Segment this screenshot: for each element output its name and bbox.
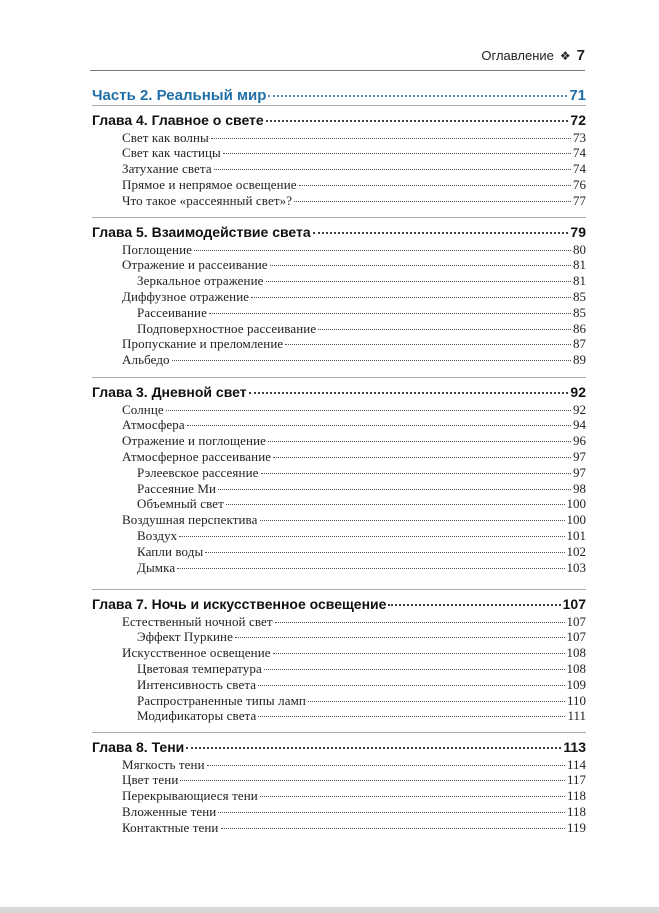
entry-page-number: 85 bbox=[573, 304, 586, 320]
entry-title: Что такое «рассеянный свет»? bbox=[122, 192, 293, 208]
chapter-divider bbox=[92, 377, 586, 378]
dot-leader bbox=[223, 142, 571, 155]
entry-title: Атмосфера bbox=[122, 417, 185, 433]
dot-leader bbox=[207, 753, 565, 766]
entry-page-number: 100 bbox=[566, 496, 586, 512]
entry-page-number: 71 bbox=[569, 86, 586, 104]
dot-leader bbox=[187, 414, 571, 427]
entry-title: Зеркальное отражение bbox=[137, 273, 264, 289]
chapter-divider bbox=[92, 105, 586, 106]
dot-leader bbox=[313, 219, 569, 234]
entry-page-number: 107 bbox=[566, 629, 586, 645]
entry-title: Свет как волны bbox=[122, 129, 209, 145]
entry-page-number: 96 bbox=[573, 433, 586, 449]
dot-leader bbox=[294, 189, 571, 202]
toc-entry[interactable] bbox=[92, 819, 586, 836]
entry-title: Пропускание и преломление bbox=[122, 336, 284, 352]
dot-leader bbox=[209, 301, 571, 314]
entry-page-number: 117 bbox=[566, 772, 586, 788]
entry-page-number: 97 bbox=[573, 449, 586, 465]
entry-title: Диффузное отражение bbox=[122, 289, 250, 305]
entry-title: Поглощение bbox=[122, 241, 193, 257]
entry-page-number: 89 bbox=[573, 352, 586, 368]
entry-page-number: 113 bbox=[563, 738, 586, 755]
entry-page-number: 72 bbox=[570, 111, 586, 128]
entry-title: Глава 5. Взаимодействие света bbox=[92, 223, 311, 240]
chapter-divider bbox=[92, 589, 586, 590]
entry-title: Цвет тени bbox=[122, 772, 179, 788]
chapter-heading[interactable] bbox=[92, 382, 586, 400]
entry-title: Глава 7. Ночь и искусственное освещение bbox=[92, 595, 387, 612]
dot-leader bbox=[218, 477, 571, 490]
entry-page-number: 81 bbox=[573, 273, 586, 289]
dot-leader bbox=[268, 81, 567, 97]
dot-leader bbox=[186, 734, 561, 749]
toc-entry[interactable] bbox=[92, 352, 586, 369]
dot-leader bbox=[218, 800, 565, 813]
entry-title: Рассеивание bbox=[137, 304, 207, 320]
entry-page-number: 108 bbox=[566, 661, 586, 677]
toc-entry[interactable] bbox=[92, 192, 586, 209]
entry-title: Дымка bbox=[137, 559, 176, 575]
entry-page-number: 118 bbox=[566, 788, 586, 804]
entry-title: Свет как частицы bbox=[122, 145, 221, 161]
entry-page-number: 114 bbox=[566, 756, 586, 772]
dot-leader bbox=[270, 254, 571, 267]
entry-title: Объемный свет bbox=[137, 496, 224, 512]
chapter-divider bbox=[92, 217, 586, 218]
dot-leader bbox=[214, 158, 571, 171]
entry-page-number: 73 bbox=[573, 129, 586, 145]
entry-page-number: 87 bbox=[573, 336, 586, 352]
dot-leader bbox=[177, 556, 564, 569]
dot-leader bbox=[194, 238, 571, 251]
entry-title: Прямое и непрямое освещение bbox=[122, 177, 297, 193]
entry-page-number: 74 bbox=[573, 161, 586, 177]
entry-title: Воздушная перспектива bbox=[122, 512, 258, 528]
dot-leader bbox=[318, 317, 571, 330]
entry-page-number: 94 bbox=[573, 417, 586, 433]
entry-title: Часть 2. Реальный мир bbox=[92, 86, 267, 104]
page-number: 7 bbox=[576, 47, 585, 64]
dot-leader bbox=[260, 509, 565, 522]
entry-page-number: 107 bbox=[562, 595, 586, 612]
dot-leader bbox=[235, 626, 565, 639]
entry-page-number: 98 bbox=[573, 480, 586, 496]
entry-title: Солнце bbox=[122, 401, 164, 417]
entry-page-number: 76 bbox=[573, 177, 586, 193]
entry-title: Мягкость тени bbox=[122, 756, 205, 772]
dot-leader bbox=[273, 445, 571, 458]
entry-page-number: 119 bbox=[566, 819, 586, 835]
entry-title: Затухание света bbox=[122, 161, 212, 177]
chapter-heading[interactable] bbox=[92, 594, 586, 612]
entry-title: Атмосферное рассеивание bbox=[122, 449, 272, 465]
dot-leader bbox=[273, 642, 565, 655]
dot-leader bbox=[211, 126, 571, 139]
toc-entry[interactable] bbox=[92, 559, 586, 576]
entry-page-number: 109 bbox=[566, 676, 586, 692]
entry-page-number: 110 bbox=[566, 692, 586, 708]
header-rule bbox=[90, 70, 585, 71]
dot-leader bbox=[172, 349, 571, 362]
chapter-heading[interactable] bbox=[92, 110, 586, 128]
entry-page-number: 86 bbox=[573, 320, 586, 336]
dot-leader bbox=[251, 285, 571, 298]
entry-page-number: 79 bbox=[570, 223, 586, 240]
chapter-divider bbox=[92, 732, 586, 733]
entry-title: Естественный ночной свет bbox=[122, 613, 273, 629]
dot-leader bbox=[166, 398, 571, 411]
dot-leader bbox=[221, 816, 565, 829]
entry-page-number: 92 bbox=[570, 383, 586, 400]
dot-leader bbox=[388, 591, 560, 606]
running-header bbox=[481, 47, 585, 64]
entry-page-number: 102 bbox=[566, 543, 586, 559]
entry-title: Интенсивность света bbox=[137, 676, 257, 692]
dot-leader bbox=[260, 785, 565, 798]
dot-leader bbox=[180, 769, 565, 782]
dot-leader bbox=[299, 173, 571, 186]
part-heading[interactable] bbox=[92, 84, 586, 104]
entry-title: Искусственное освещение bbox=[122, 645, 271, 661]
dot-leader bbox=[266, 270, 571, 283]
entry-title: Рассеяние Ми bbox=[137, 480, 217, 496]
entry-title: Цветовая температура bbox=[137, 661, 262, 677]
dot-leader bbox=[268, 430, 571, 443]
dot-leader bbox=[275, 610, 565, 623]
entry-page-number: 81 bbox=[573, 257, 586, 273]
entry-title: Рэлеевское рассеяние bbox=[137, 464, 259, 480]
entry-title: Вложенные тени bbox=[122, 804, 217, 820]
ornament-icon: ❖ bbox=[559, 48, 571, 63]
entry-page-number: 92 bbox=[573, 401, 586, 417]
entry-page-number: 74 bbox=[573, 145, 586, 161]
entry-page-number: 111 bbox=[567, 708, 586, 724]
chapter-heading[interactable] bbox=[92, 222, 586, 240]
entry-title: Глава 4. Главное о свете bbox=[92, 111, 264, 128]
section-title: Оглавление bbox=[481, 48, 554, 63]
dot-leader bbox=[264, 657, 565, 670]
dot-leader bbox=[258, 705, 565, 718]
dot-leader bbox=[179, 524, 564, 537]
entry-page-number: 77 bbox=[573, 192, 586, 208]
entry-page-number: 80 bbox=[573, 241, 586, 257]
entry-title: Эффект Пуркине bbox=[137, 629, 233, 645]
entry-page-number: 108 bbox=[566, 645, 586, 661]
entry-title: Отражение и рассеивание bbox=[122, 257, 268, 273]
dot-leader bbox=[266, 107, 569, 122]
entry-title: Отражение и поглощение bbox=[122, 433, 267, 449]
entry-title: Подповерхностное рассеивание bbox=[137, 320, 317, 336]
entry-page-number: 101 bbox=[566, 528, 586, 544]
entry-title: Альбедо bbox=[122, 352, 170, 368]
toc-entry[interactable] bbox=[92, 708, 586, 725]
entry-title: Перекрывающиеся тени bbox=[122, 788, 258, 804]
dot-leader bbox=[285, 333, 571, 346]
entry-title: Распространенные типы ламп bbox=[137, 692, 306, 708]
dot-leader bbox=[258, 673, 564, 686]
entry-title: Контактные тени bbox=[122, 819, 219, 835]
entry-page-number: 103 bbox=[566, 559, 586, 575]
dot-leader bbox=[249, 379, 569, 394]
dot-leader bbox=[226, 493, 565, 506]
dot-leader bbox=[308, 689, 565, 702]
dot-leader bbox=[205, 540, 564, 553]
bottom-edge bbox=[0, 907, 659, 913]
entry-title: Глава 8. Тени bbox=[92, 738, 185, 755]
entry-page-number: 97 bbox=[573, 464, 586, 480]
entry-page-number: 118 bbox=[566, 804, 586, 820]
entry-title: Капли воды bbox=[137, 543, 204, 559]
entry-title: Воздух bbox=[137, 528, 178, 544]
entry-page-number: 100 bbox=[566, 512, 586, 528]
entry-page-number: 85 bbox=[573, 289, 586, 305]
chapter-heading[interactable] bbox=[92, 737, 586, 755]
entry-title: Модификаторы света bbox=[137, 708, 257, 724]
dot-leader bbox=[261, 461, 572, 474]
entry-title: Глава 3. Дневной свет bbox=[92, 383, 247, 400]
entry-page-number: 107 bbox=[566, 613, 586, 629]
